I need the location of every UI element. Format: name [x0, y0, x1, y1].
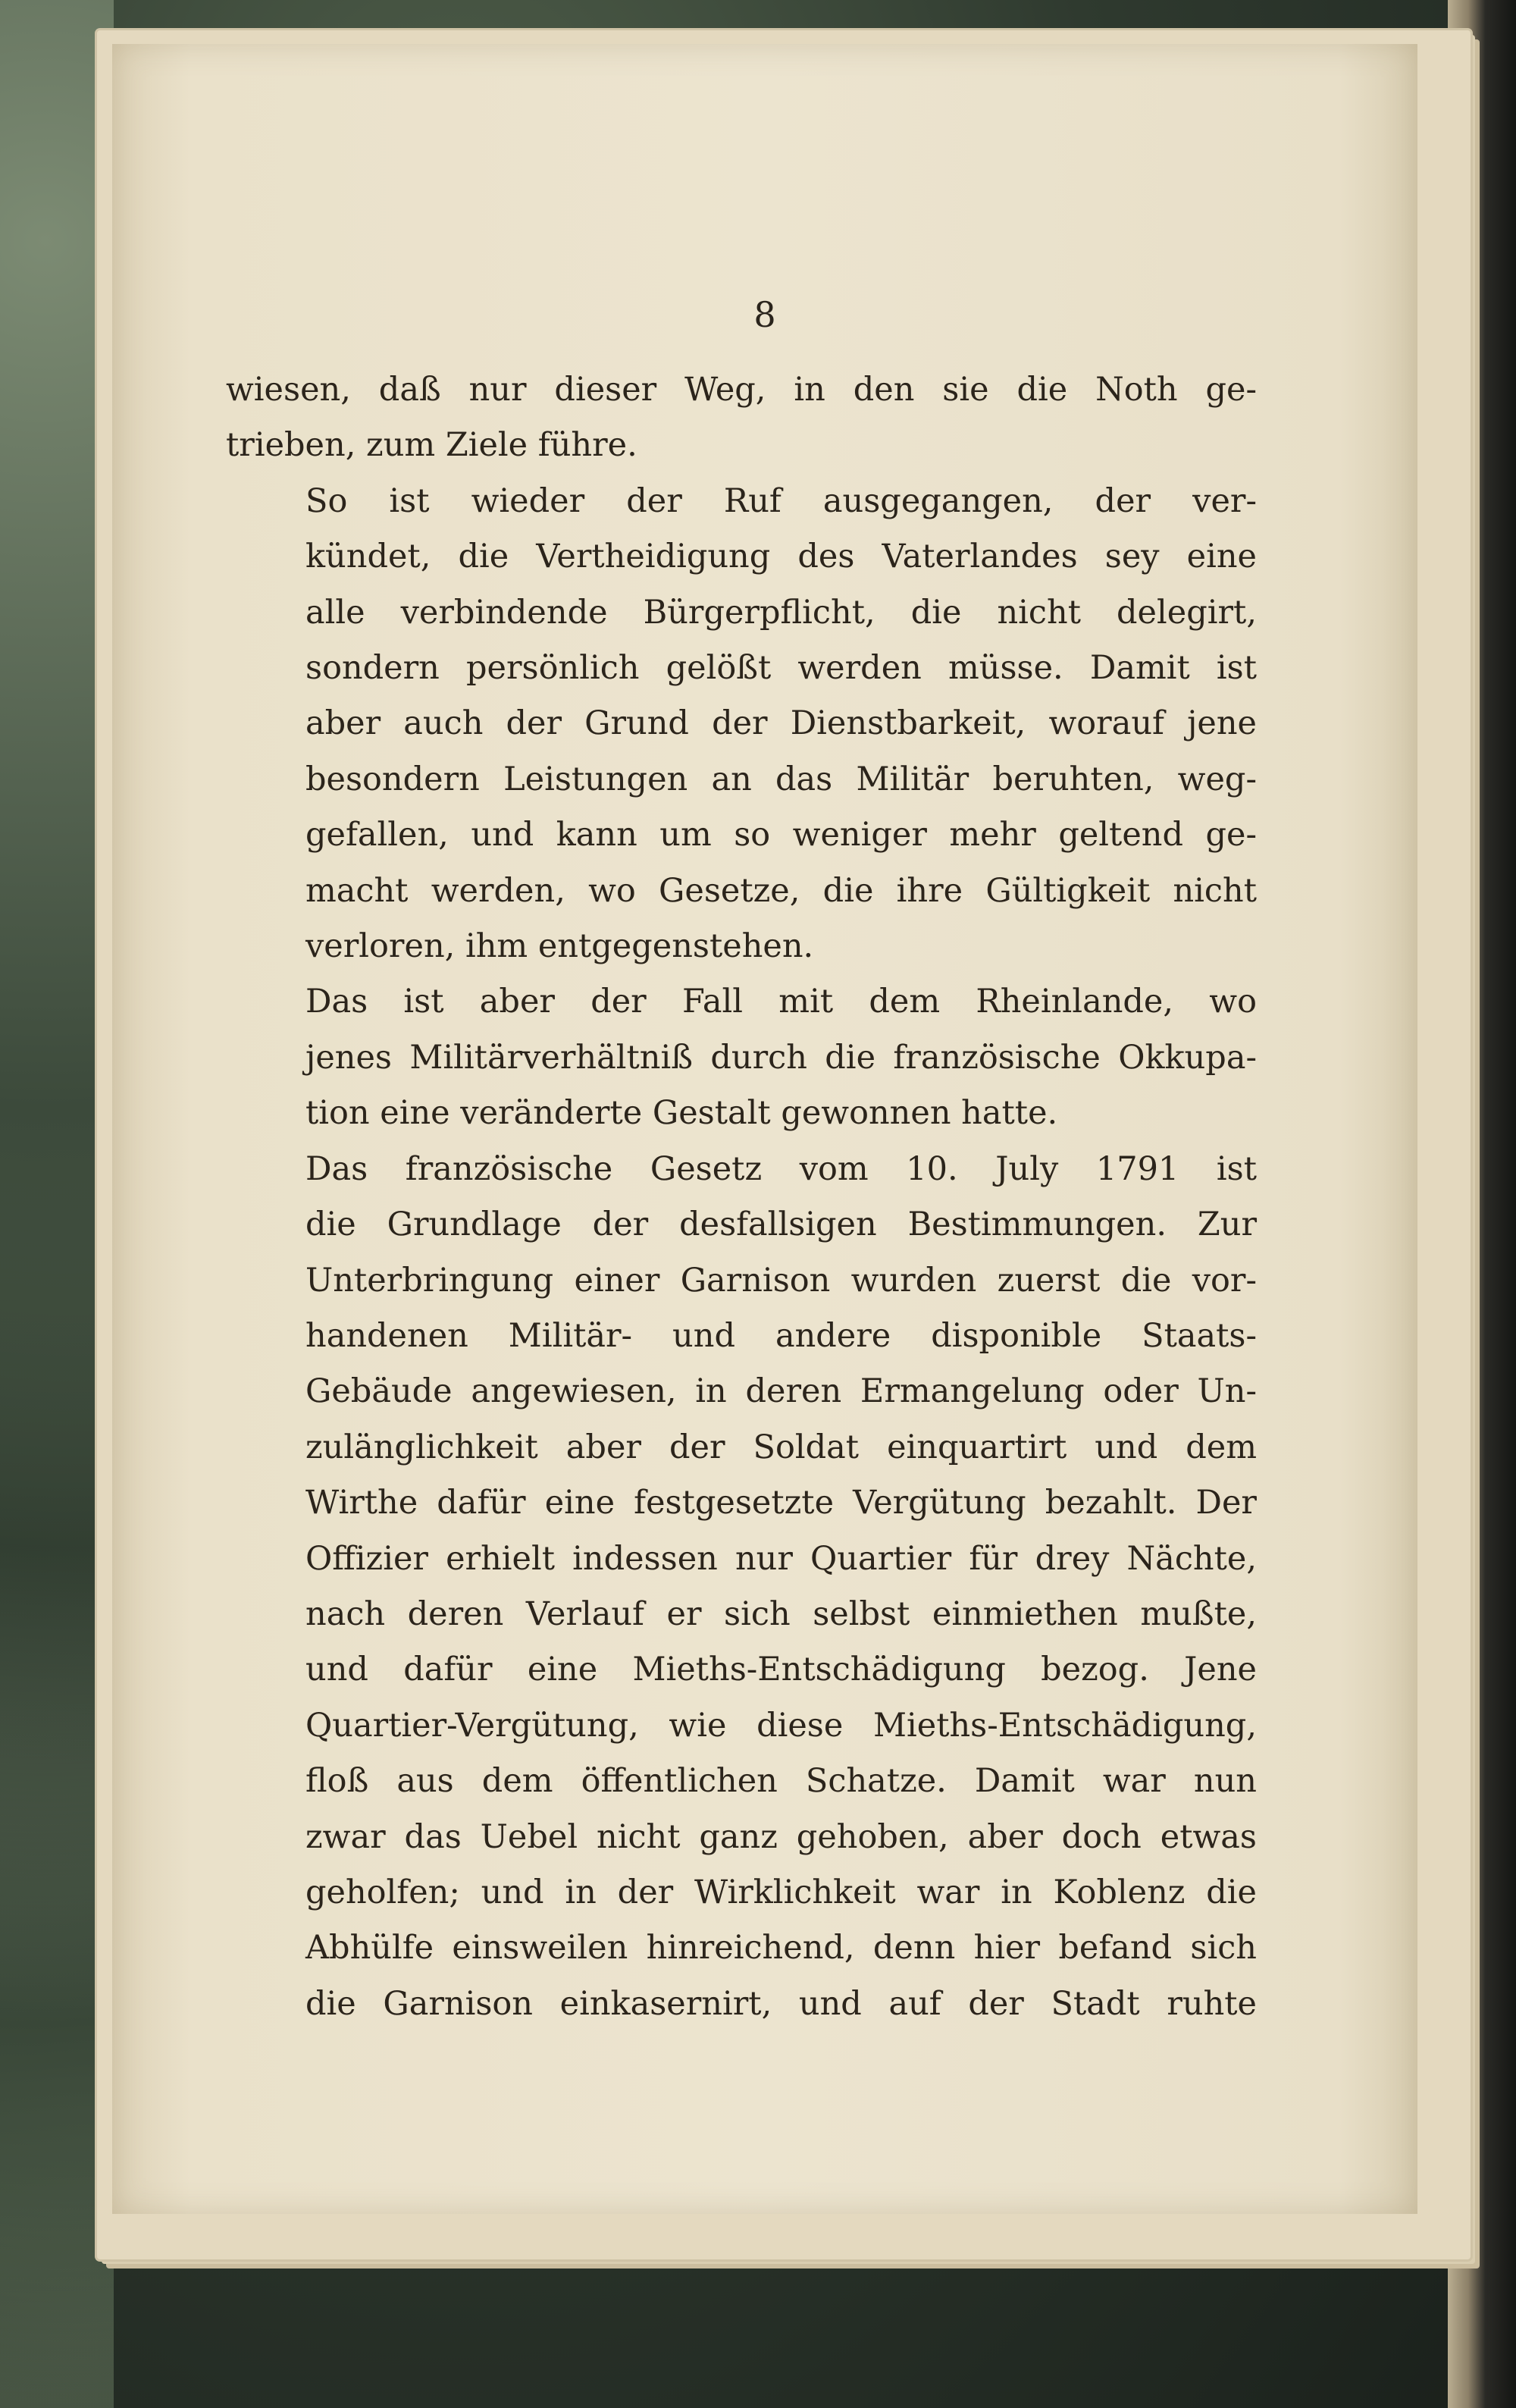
- text-line: jenes Militärverhältniß durch die französische Okkupa-: [305, 1038, 1257, 1077]
- text-line: Quartier-Vergütung, wie diese Mieths-Entschädigung,: [305, 1706, 1257, 1745]
- text-line: und dafür eine Mieths-Entschädigung bezog. Jene: [305, 1651, 1257, 1689]
- paragraph: [226, 362, 1257, 474]
- text-line: die Garnison einkasernirt, und auf der Stadt ruhte: [305, 1984, 1257, 2023]
- text-line: floß aus dem öffentlichen Schatze. Damit war nun: [305, 1762, 1257, 1801]
- text-line: Das ist aber der Fall mit dem Rheinlande, wo: [305, 983, 1257, 1021]
- text-line: Abhülfe einsweilen hinreichend, denn hier befand sich: [305, 1929, 1257, 1967]
- paragraph: [226, 974, 1257, 1141]
- body-text: [226, 362, 1257, 2032]
- text-line: Das französische Gesetz vom 10. July 1791 ist: [305, 1149, 1257, 1188]
- text-line: nach deren Verlauf er sich selbst einmiethen mußte,: [305, 1594, 1257, 1633]
- text-line: tion eine veränderte Gestalt gewonnen hatte.: [305, 1094, 1058, 1133]
- text-line: Wirthe dafür eine festgesetzte Vergütung bezahlt. Der: [305, 1484, 1257, 1522]
- text-line: Gebäude angewiesen, in deren Ermangelung oder Un-: [305, 1372, 1257, 1411]
- text-line: besondern Leistungen an das Militär beruhten, weg-: [305, 760, 1257, 798]
- text-line: Offizier erhielt indessen nur Quartier für drey Nächte,: [305, 1539, 1257, 1578]
- book-page: [112, 44, 1417, 2214]
- text-line: trieben, zum Ziele führe.: [226, 426, 637, 465]
- text-line: geholfen; und in der Wirklichkeit war in Koblenz die: [305, 1873, 1257, 1911]
- text-line: kündet, die Vertheidigung des Vaterlandes sey eine: [305, 538, 1257, 576]
- text-line: alle verbindende Bürgerpflicht, die nicht delegirt,: [305, 593, 1257, 632]
- text-line: macht werden, wo Gesetze, die ihre Gültigkeit nicht: [305, 871, 1257, 910]
- paragraph: [226, 1142, 1257, 2033]
- text-line: So ist wieder der Ruf ausgegangen, der ver-: [305, 481, 1257, 520]
- text-line: aber auch der Grund der Dienstbarkeit, worauf jene: [305, 704, 1257, 743]
- text-line: sondern persönlich gelößt werden müsse. Damit ist: [305, 649, 1257, 688]
- paragraph: [226, 474, 1257, 975]
- page-number: 8: [753, 294, 776, 335]
- text-line: verloren, ihm entgegenstehen.: [305, 927, 814, 966]
- text-line: wiesen, daß nur dieser Weg, in den sie die Noth ge-: [226, 371, 1257, 409]
- text-line: zulänglichkeit aber der Soldat einquartirt und dem: [305, 1428, 1257, 1466]
- text-line: gefallen, und kann um so weniger mehr geltend ge-: [305, 816, 1257, 854]
- text-line: Unterbringung einer Garnison wurden zuerst die vor-: [305, 1261, 1257, 1300]
- text-line: zwar das Uebel nicht ganz gehoben, aber doch etwas: [305, 1817, 1257, 1856]
- text-line: die Grundlage der desfallsigen Bestimmungen. Zur: [305, 1206, 1257, 1244]
- text-line: handenen Militär- und andere disponible Staats-: [305, 1316, 1257, 1355]
